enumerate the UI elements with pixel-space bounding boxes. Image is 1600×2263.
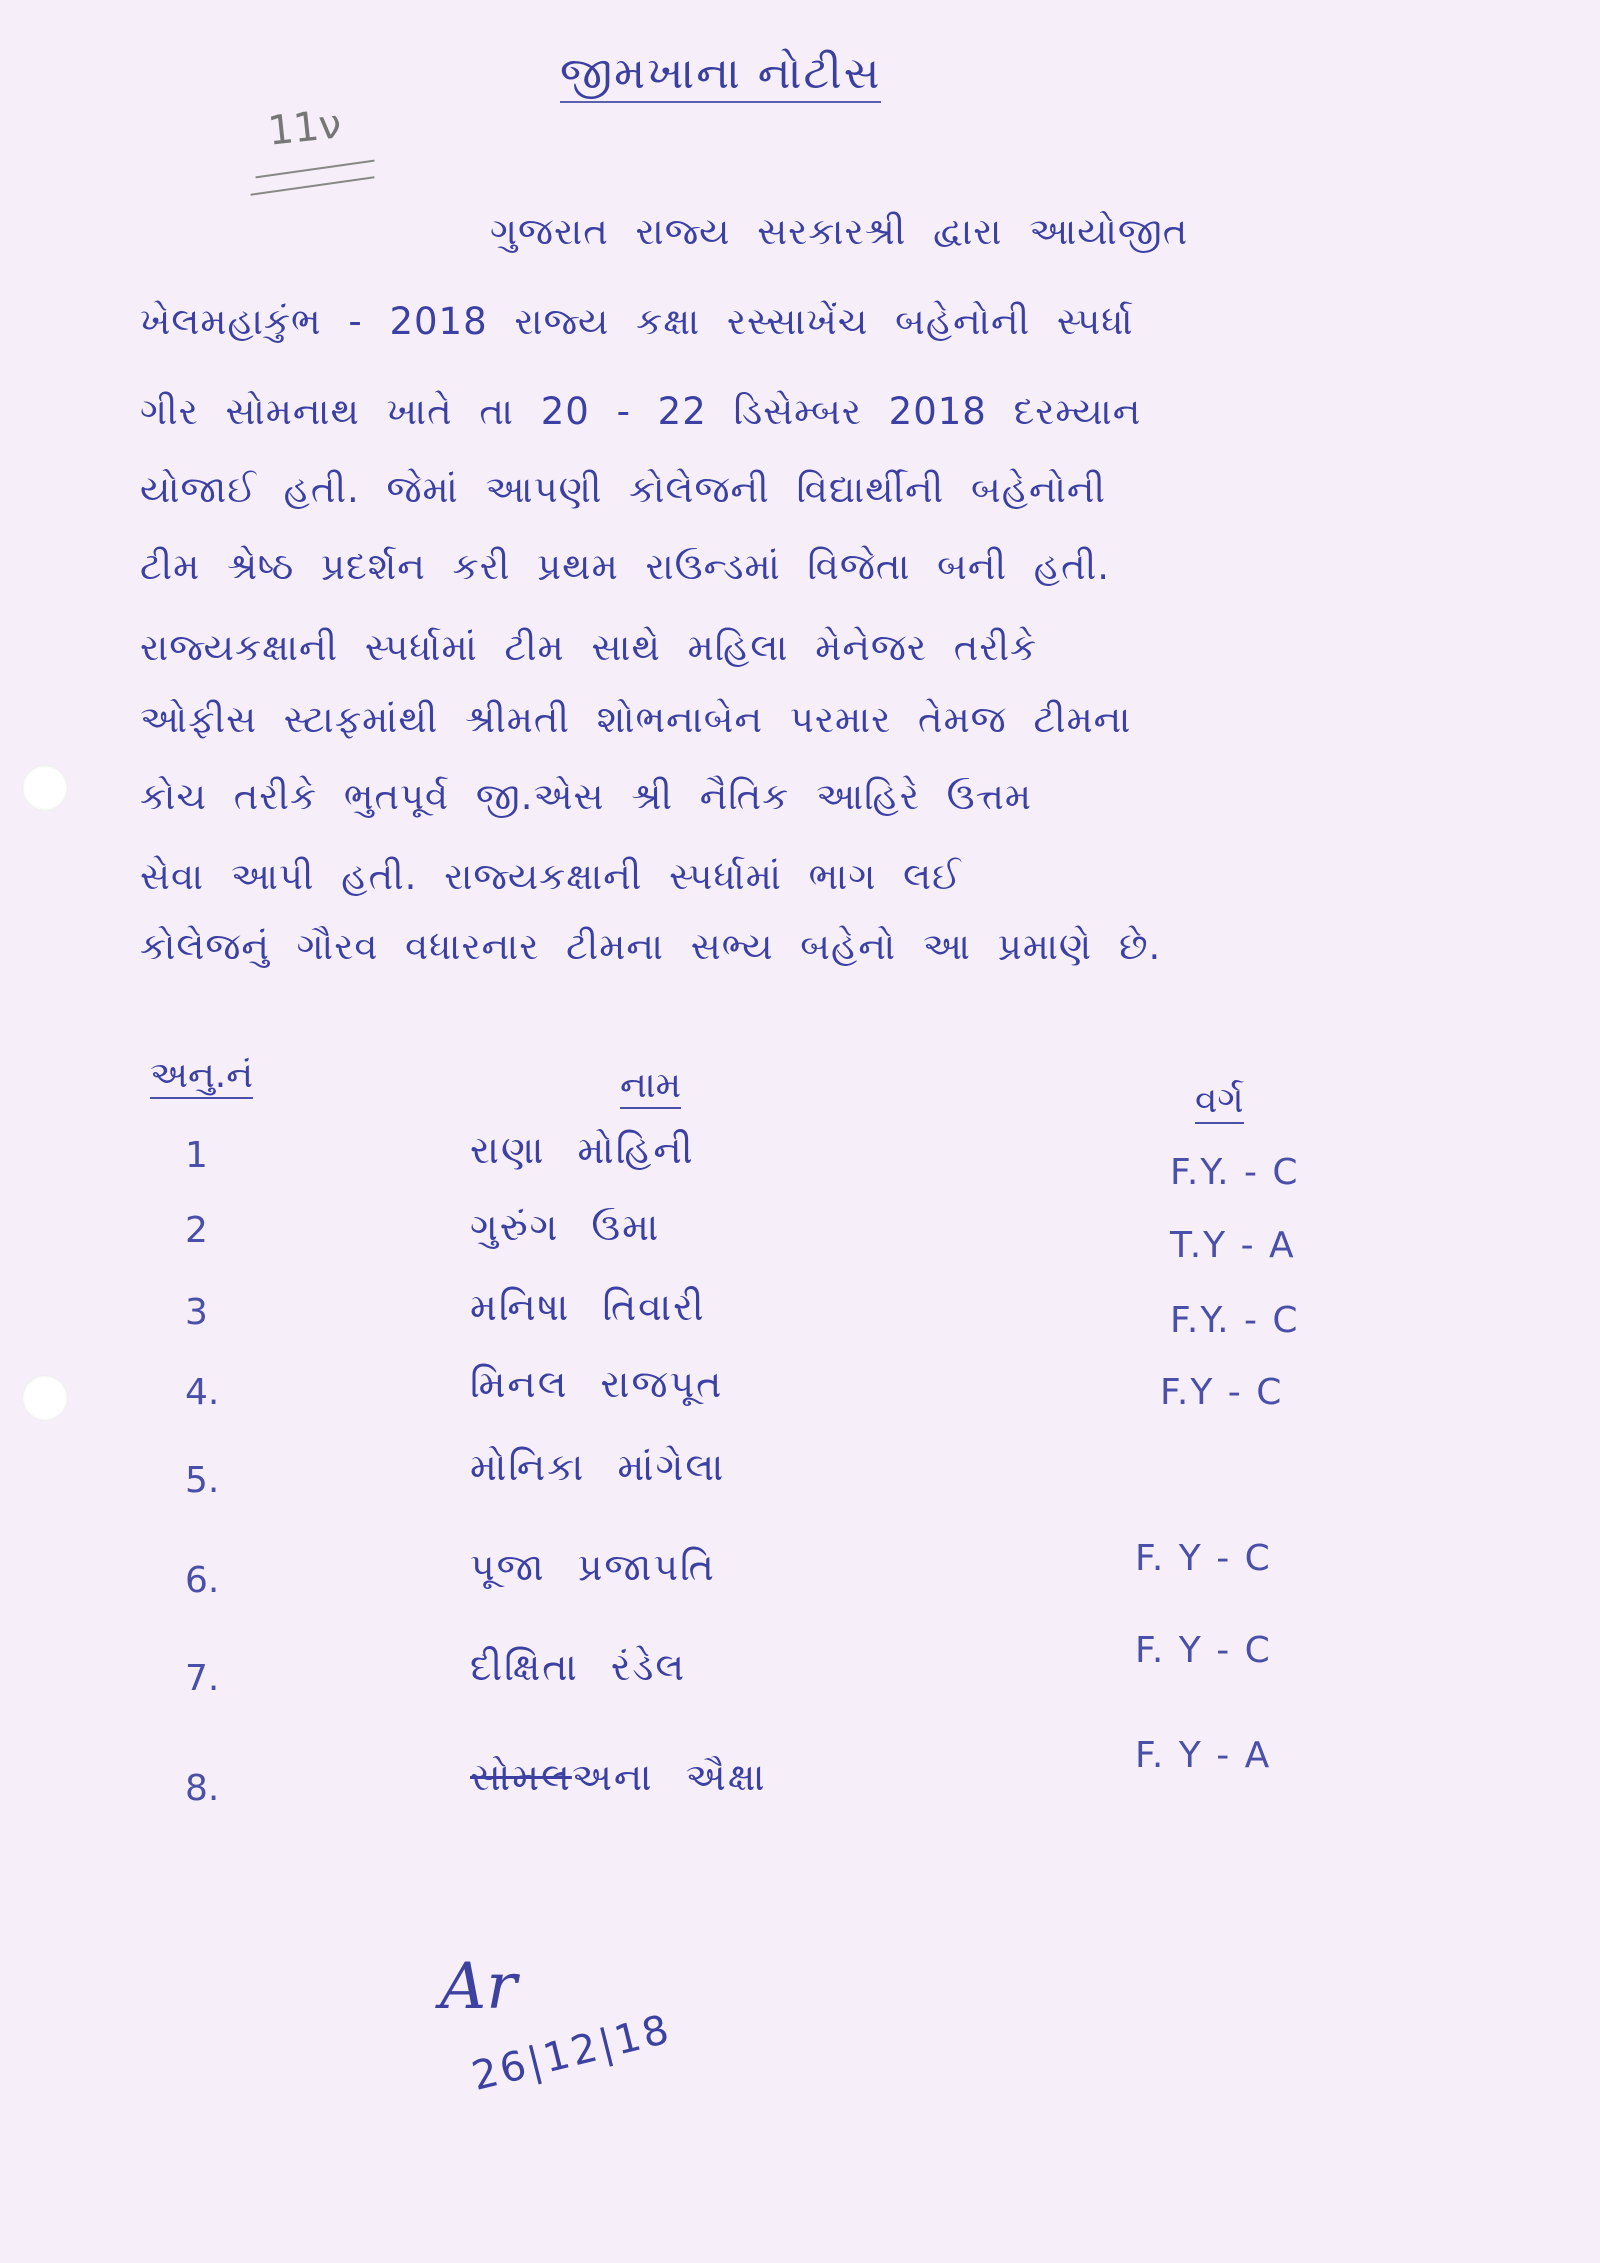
corrected-name: અના ઐક્ષા — [571, 1755, 767, 1799]
row-name: ગુરુંગ ઉમા — [470, 1205, 661, 1249]
body-line: ઓફીસ સ્ટાફમાંથી શ્રીમતી શોભનાબેન પરમાર તેમજ ટીમના — [140, 698, 1132, 741]
body-line: કોચ તરીકે ભુતપૂર્વ જી.એસ શ્રી નૈતિક આહિરે ઉત્તમ — [140, 775, 1033, 818]
row-name: રાણા મોહિની — [470, 1128, 695, 1172]
row-name: મિનલ રાજપૂત — [470, 1362, 724, 1406]
name-header: નામ — [620, 1065, 681, 1109]
row-name — [470, 1755, 767, 1800]
row-name: દીક્ષિતા રંડેલ — [470, 1645, 687, 1689]
row-name: મોનિકા માંગેલા — [470, 1445, 726, 1489]
row-class: F.Y - C — [1160, 1372, 1284, 1413]
body-line: યોજાઈ હતી. જેમાં આપણી કોલેજની વિદ્યાર્થીની બહેનોની — [140, 468, 1107, 511]
serial-header: અનુ.નં — [150, 1055, 253, 1099]
class-header: વર્ગ — [1195, 1080, 1244, 1124]
row-name: પૂજા પ્રજાપતિ — [470, 1545, 716, 1589]
row-number: 7. — [185, 1658, 220, 1699]
file-number-underline — [255, 160, 374, 179]
row-class: F. Y - C — [1135, 1538, 1272, 1579]
row-class: T.Y - A — [1170, 1225, 1296, 1266]
body-line: ગુજરાત રાજ્ય સરકારશ્રી દ્વારા આયોજીત — [490, 210, 1189, 253]
row-number: 3 — [185, 1292, 208, 1333]
row-number: 2 — [185, 1210, 208, 1251]
body-line: રાજ્યકક્ષાની સ્પર્ધામાં ટીમ સાથે મહિલા મેનેજર તરીકે — [140, 626, 1038, 669]
row-number: 6. — [185, 1560, 220, 1601]
file-number: 11ν — [265, 101, 344, 155]
row-number: 1 — [185, 1135, 208, 1176]
row-class: F. Y - C — [1135, 1630, 1272, 1671]
body-line: કોલેજનું ગૌરવ વધારનાર ટીમના સભ્ય બહેનો આ પ્રમાણે છે. — [140, 925, 1162, 968]
file-number-underline — [250, 176, 374, 195]
row-class: F.Y. - C — [1170, 1300, 1300, 1341]
punch-hole — [22, 1375, 68, 1421]
body-line: ખેલમહાકુંભ - 2018 રાજ્ય કક્ષા રસ્સાખેંચ બહેનોની સ્પર્ધા — [140, 300, 1134, 343]
body-line: ગીર સોમનાથ ખાતે તા 20 - 22 ડિસેમ્બર 2018 દરમ્યાન — [140, 390, 1142, 433]
row-class: F. Y - A — [1135, 1735, 1272, 1776]
row-number: 8. — [185, 1768, 220, 1809]
row-number: 4. — [185, 1372, 220, 1413]
body-line: ટીમ શ્રેષ્ઠ પ્રદર્શન કરી પ્રથમ રાઉન્ડમાં વિજેતા બની હતી. — [140, 545, 1110, 588]
body-line: સેવા આપી હતી. રાજ્યકક્ષાની સ્પર્ધામાં ભાગ લઈ — [140, 855, 962, 898]
row-number: 5. — [185, 1460, 220, 1501]
row-name: મનિષા તિવારી — [470, 1285, 706, 1329]
signature-date: 26|12|18 — [467, 2006, 677, 2100]
page-title: જીમખાના નોટીસ — [560, 48, 881, 103]
struck-name: સોમલ — [470, 1755, 572, 1799]
signature: Ar — [440, 1950, 517, 2024]
punch-hole — [22, 765, 68, 811]
row-class: F.Y. - C — [1170, 1152, 1300, 1193]
